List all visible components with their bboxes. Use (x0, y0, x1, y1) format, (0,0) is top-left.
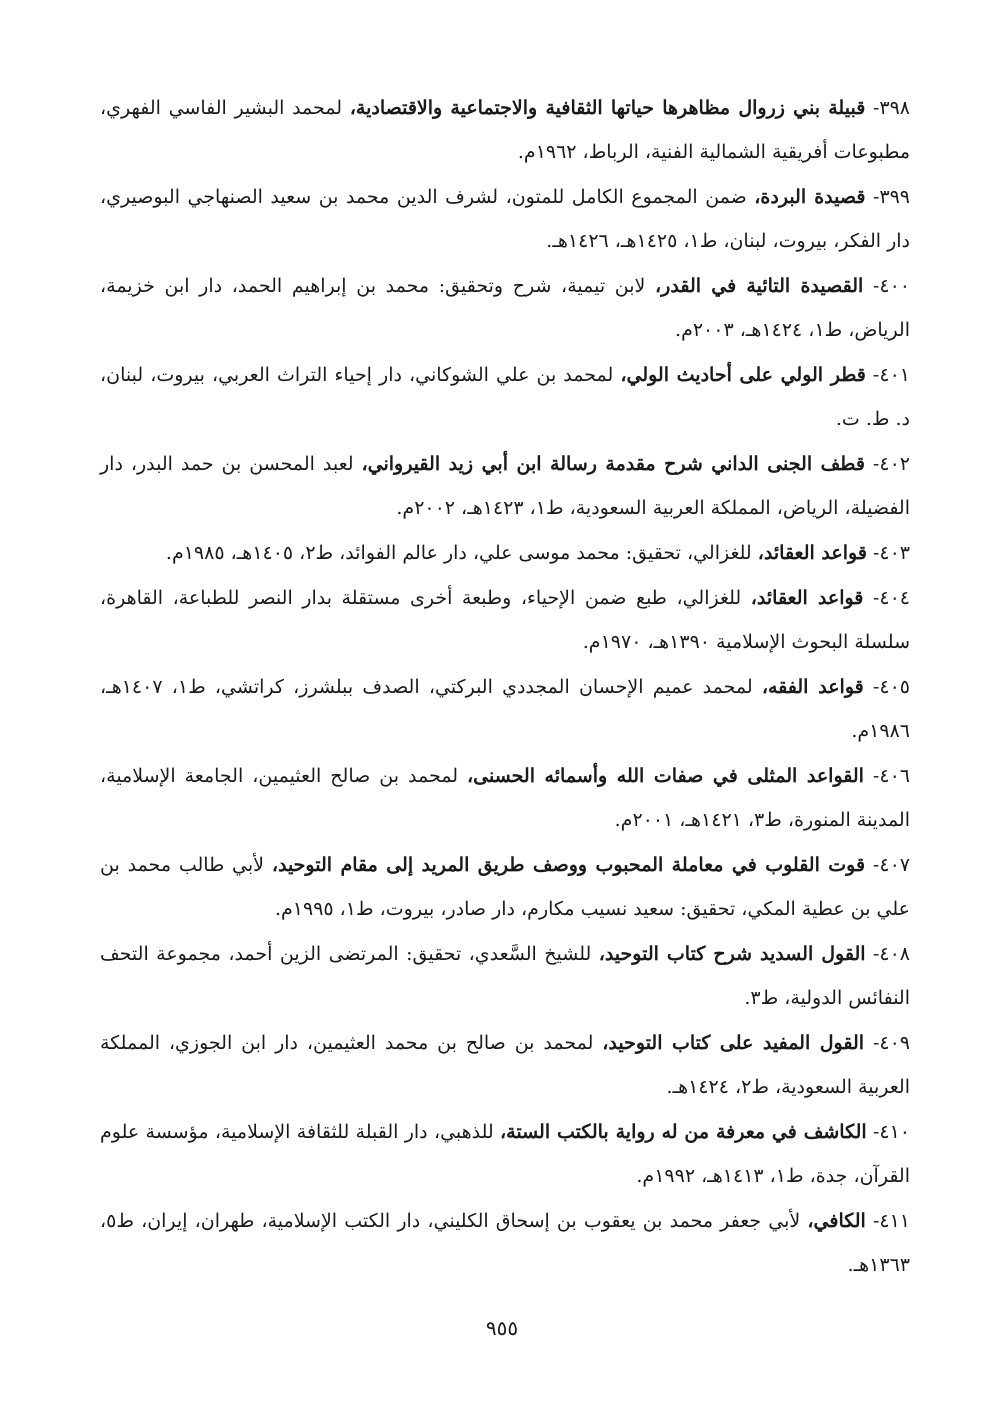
page-number: ٩٥٥ (485, 1316, 519, 1340)
entry-title: قواعد العقائد، (750, 587, 864, 609)
entry-details: لمحمد البشير الفاسي الفهري، مطبوعات أفريقية الشمالية الفنية، الرباط، ١٩٦٢م. (100, 97, 910, 163)
bibliography-entry-406 (100, 754, 910, 842)
entry-details: لمحمد عميم الإحسان المجددي البركتي، الصدف ببلشرز، كراتشي، ط١، ١٤٠٧هـ، ١٩٨٦م. (100, 676, 910, 742)
entry-title: القول المفيد على كتاب التوحيد، (602, 1032, 865, 1054)
entry-number: ٣٩٨- (865, 97, 910, 119)
entry-number: ٤١٠- (866, 1121, 911, 1143)
entry-details: لمحمد بن صالح العثيمين، الجامعة الإسلامية، المدينة المنورة، ط٣، ١٤٢١هـ، ٢٠٠١م. (100, 765, 910, 831)
entry-number: ٤٠٩- (864, 1032, 911, 1054)
entry-title: قبيلة بني زروال مظاهرها حياتها الثقافية والاجتماعية والاقتصادية، (349, 97, 866, 119)
bibliography-entry-408 (100, 932, 910, 1020)
entry-number: ٤٠٣- (866, 542, 910, 564)
entry-details: لابن تيمية، شرح وتحقيق: محمد بن إبراهيم الحمد، دار ابن خزيمة، الرياض، ط١، ١٤٢٤هـ، ٢٠٠٣م. (100, 275, 910, 341)
bibliography-entry-403 (100, 531, 910, 575)
bibliography-entry-409 (100, 1021, 910, 1109)
entry-details: لعبد المحسن بن حمد البدر، دار الفضيلة، الرياض، المملكة العربية السعودية، ط١، ١٤٢٣هـ، ٢٠٠٢م. (100, 453, 910, 519)
entry-number: ٤٠٥- (863, 676, 910, 698)
entry-details: للذهبي، دار القبلة للثقافة الإسلامية، مؤسسة علوم القرآن، جدة، ط١، ١٤١٣هـ، ١٩٩٢م. (100, 1121, 910, 1187)
entry-details: للغزالي، تحقيق: محمد موسى علي، دار عالم الفوائد، ط٢، ١٤٠٥هـ، ١٩٨٥م. (165, 542, 758, 564)
bibliography-entry-400 (100, 264, 910, 352)
bibliography-entry-401 (100, 353, 910, 441)
entry-title: القصيدة التائية في القدر، (655, 275, 864, 297)
entry-number: ٤٠٠- (863, 275, 910, 297)
bibliography-entry-411 (100, 1199, 910, 1287)
entry-details: لمحمد بن صالح بن محمد العثيمين، دار ابن الجوزي، المملكة العربية السعودية، ط٢، ١٤٢٤هـ. (100, 1032, 910, 1098)
entry-title: قواعد العقائد، (757, 542, 867, 564)
bibliography-entry-399 (100, 175, 910, 263)
entry-title: القواعد المثلى في صفات الله وأسمائه الحسنى، (467, 765, 864, 787)
bibliography-entry-402 (100, 442, 910, 530)
entry-number: ٤٠٤- (863, 587, 910, 609)
entry-number: ٤٠٦- (863, 765, 910, 787)
entry-details: للشيخ السَّعدي، تحقيق: المرتضى الزين أحمد، مجموعة التحف النفائس الدولية، ط٣. (100, 943, 910, 1009)
bibliography-entry-398 (100, 86, 910, 174)
entry-details: للغزالي، طبع ضمن الإحياء، وطبعة أخرى مستقلة بدار النصر للطباعة، القاهرة، سلسلة البحوث الإسلامية ١٣٩٠هـ، ١٩٧٠م. (100, 587, 910, 653)
bibliography-entry-410 (100, 1110, 910, 1198)
entry-number: ٤١١- (865, 1210, 910, 1232)
bibliography-page (100, 86, 910, 1288)
entry-number: ٤٠٢- (864, 453, 910, 475)
entry-title: قطف الجنى الداني شرح مقدمة رسالة ابن أبي زيد القيرواني، (361, 453, 865, 475)
entry-details: لأبي جعفر محمد بن يعقوب بن إسحاق الكليني، دار الكتب الإسلامية، طهران، إيران، ط٥، ١٣٦٣هـ. (100, 1210, 910, 1276)
entry-title: القول السديد شرح كتاب التوحيد، (598, 943, 866, 965)
entry-number: ٣٩٩- (865, 186, 910, 208)
bibliography-entry-407 (100, 843, 910, 931)
entry-title: قوت القلوب في معاملة المحبوب ووصف طريق المريد إلى مقام التوحيد، (271, 854, 866, 876)
entry-number: ٤٠٧- (865, 854, 910, 876)
entry-title: الكافي، (807, 1210, 866, 1232)
entry-title: قواعد الفقه، (761, 676, 864, 698)
entry-details: لأبي طالب محمد بن علي بن عطية المكي، تحقيق: سعيد نسيب مكارم، دار صادر، بيروت، ط١، ١٩٩٥م. (100, 854, 910, 920)
entry-title: قطر الولي على أحاديث الولي، (620, 364, 866, 386)
entry-details: لمحمد بن علي الشوكاني، دار إحياء التراث العربي، بيروت، لبنان، د. ط. ت. (100, 364, 910, 430)
entry-title: الكاشف في معرفة من له رواية بالكتب الستة، (500, 1121, 867, 1143)
bibliography-entry-404 (100, 576, 910, 664)
entry-number: ٤٠٨- (865, 943, 911, 965)
bibliography-entry-405 (100, 665, 910, 753)
entry-details: ضمن المجموع الكامل للمتون، لشرف الدين محمد بن سعيد الصنهاجي البوصيري، دار الفكر، بيروت، لبنان، ط١، ١٤٢٥هـ، ١٤٢٦هـ. (100, 186, 910, 252)
entry-number: ٤٠١- (865, 364, 910, 386)
entry-title: قصيدة البردة، (754, 186, 866, 208)
